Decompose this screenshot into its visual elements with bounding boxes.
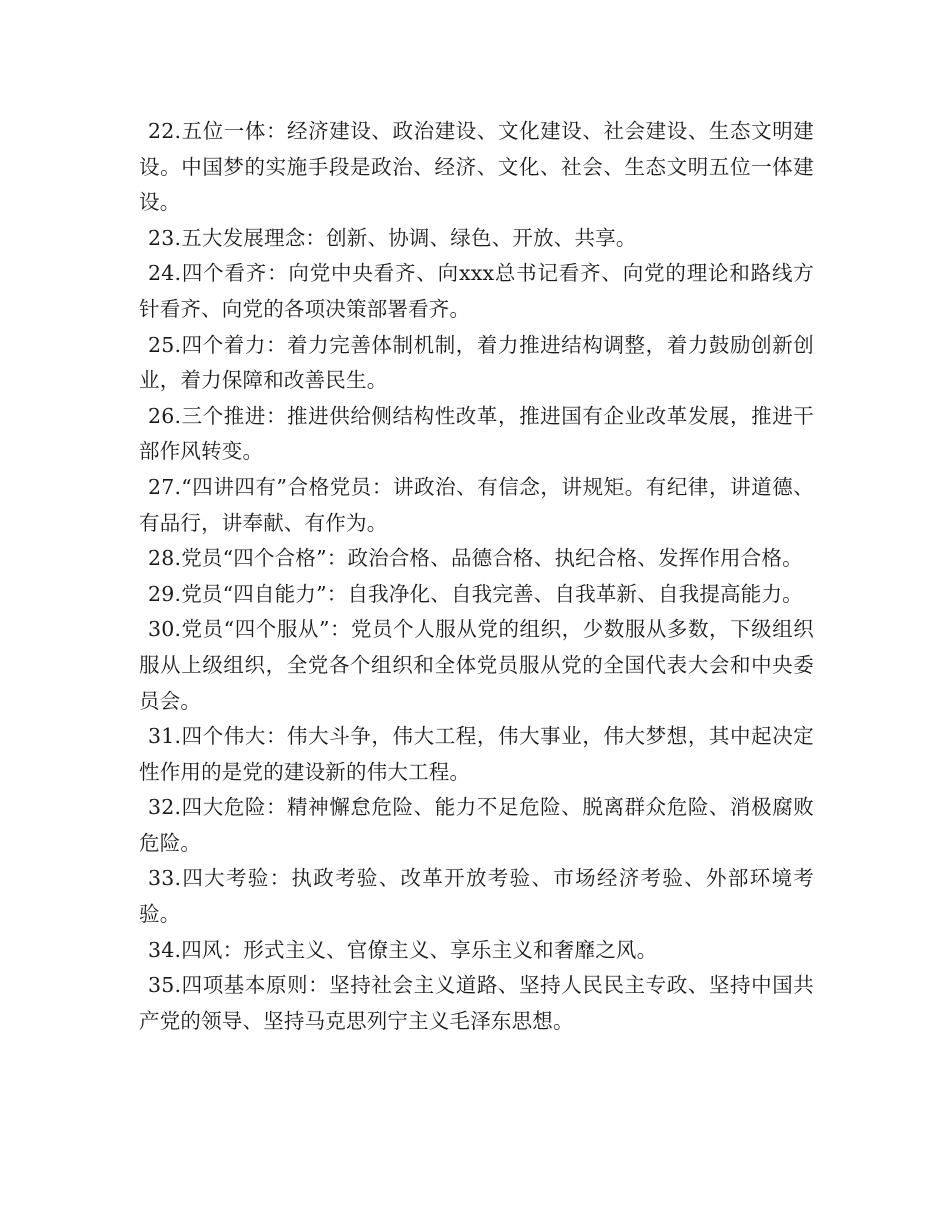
list-item: 22.五位一体：经济建设、政治建设、文化建设、社会建设、生态文明建设。中国梦的实施手段是政治、经济、文化、社会、生态文明五位一体建设。 (139, 119, 814, 215)
list-item: 33.四大考验：执政考验、改革开放考验、市场经济考验、外部环境考验。 (139, 866, 814, 927)
list-item: 26.三个推进：推进供给侧结构性改革，推进国有企业改革发展，推进干部作风转变。 (139, 403, 814, 464)
list-item: 23.五大发展理念：创新、协调、绿色、开放、共享。 (148, 225, 637, 250)
list-item: 31.四个伟大：伟大斗争，伟大工程，伟大事业，伟大梦想，其中起决定性作用的是党的建设新的伟大工程。 (139, 724, 814, 784)
list-item: 25.四个着力：着力完善体制机制，着力推进结构调整，着力鼓励创新创业，着力保障和改善民生。 (139, 332, 814, 393)
list-item: 28.党员“四个合格”：政治合格、品德合格、执纪合格、发挥作用合格。 (148, 546, 803, 571)
list-item: 27.“四讲四有”合格党员：讲政治、有信念，讲规矩。有纪律，讲道德、有品行，讲奉献、有作为。 (139, 474, 814, 535)
list-item: 35.四项基本原则：坚持社会主义道路、坚持人民民主专政、坚持中国共产党的领导、坚持马克思列宁主义毛泽东思想。 (139, 973, 814, 1033)
list-item: 30.党员“四个服从”：党员个人服从党的组织，少数服从多数，下级组织服从上级组织，全党各个组织和全体党员服从党的全国代表大会和中央委员会。 (139, 617, 814, 713)
list-item: 24.四个看齐：向党中央看齐、向xxx总书记看齐、向党的理论和路线方针看齐、向党的各项决策部署看齐。 (139, 261, 814, 321)
list-item: 29.党员“四自能力”：自我净化、自我完善、自我革新、自我提高能力。 (148, 581, 803, 606)
list-item: 32.四大危险：精神懈怠危险、能力不足危险、脱离群众危险、消极腐败危险。 (139, 795, 814, 855)
list-item: 34.四风：形式主义、官僚主义、享乐主义和奢靡之风。 (148, 937, 658, 962)
document-body (139, 114, 814, 1039)
